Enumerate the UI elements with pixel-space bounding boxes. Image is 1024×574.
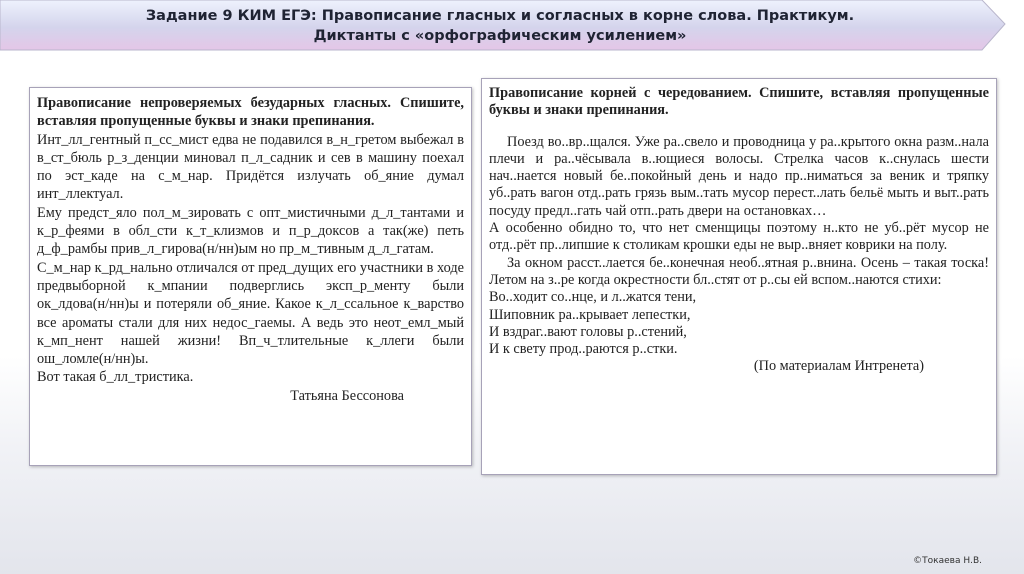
title-banner [0,0,1024,54]
source-note: (По материалам Интренета) [753,358,924,375]
dictation-paragraph-2: Ему предст_яло пол_м_зировать с опт_мистичными д_л_тантами и к_р_феями в обл_сти к_т_клизмов и п_р_доксов а так(же) петь д_ф_рамбы прив_л_гирова(н/нн)ым но пр_м_тивным д_л_гатам. [37,204,464,258]
dictation-paragraph-1: Поезд во..вр..щался. Уже ра..свело и проводница у ра..крытого окна разм..нала плечи и ра..чёсывала в..ющиеся волосы. Стрелка часов к..снулась шести нач..нается новый бе..покойный день и надо пр..ниматься за веник и тряпку уб..рать вагон отд..рать грязь вым..тать мусор перест..лать бельё мыть и выт..рать посуду предл..гать чай отп..рать двери на остановках… [489,133,989,219]
poem-line-3: И вздраг..вают головы р..стений, [489,323,687,340]
dictation-paragraph-1: Инт_лл_гентный п_сс_мист едва не подавился в_н_гретом выбежал в в_ст_бюль р_з_денции миновал п_л_садник и сев в машину поехал по эст_каде на с_м_нар. Придётся излучать об_яние думал инт_ллектуал. [37,131,464,203]
dictation-card-unstressed-vowels [29,87,472,466]
poem-line-2: Шиповник ра..крывает лепестки, [489,306,691,323]
dictation-card-alternating-roots [481,78,997,475]
dictation-paragraph-4: Вот такая б_лл_тристика. [37,369,194,386]
page-title-line-2: Диктанты с «орфографическим усилением» [313,28,687,44]
poem-line-4: И к свету прод..раются р..стки. [489,341,678,358]
dictation-paragraph-3: За окном расст..лается бе..конечная необ..ятная р..внина. Осень – такая тоска! Летом на з..ре когда окрестности бл..стят от р..сы ей вспом..наются стихи: [489,254,989,288]
dictation-paragraph-2: А особенно обидно то, что нет сменщицы поэтому н..кто не уб..рёт мусор не отд..рёт пр..липшие к столикам крошки еды не выр..вняет коврики на полу. [489,220,989,254]
copyright-text: ©Токаева Н.В. [913,556,982,566]
card-heading: Правописание непроверяемых безударных гласных. Спишите, вставляя пропущенные буквы и знаки препинания. [37,95,464,130]
page-title-line-1: Задание 9 КИМ ЕГЭ: Правописание гласных и согласных в корне слова. Практикум. [145,8,855,24]
page-title [20,6,980,46]
poem-line-1: Во..ходит со..нце, и л..жатся тени, [489,289,697,306]
author-name: Татьяна Бессонова [290,387,404,404]
dictation-paragraph-3: С_м_нар к_рд_нально отличался от пред_дущих его участники в ходе предвыборной к_мпании подверглись эксп_р_менту были ок_лдова(н/нн)ы и потеряли об_яние. Какое к_л_ссальное к_варство все ароматы стали для них недос_гаемы. А ведь это неот_емл_мый к_мп_нент нашей жизни! Вп_ч_тлительные к_ллеги были ош_ломле(н/нн)ы. [37,259,464,368]
card-heading: Правописание корней с чередованием. Спишите, вставляя пропущенные буквы и знаки препинания. [489,85,989,119]
